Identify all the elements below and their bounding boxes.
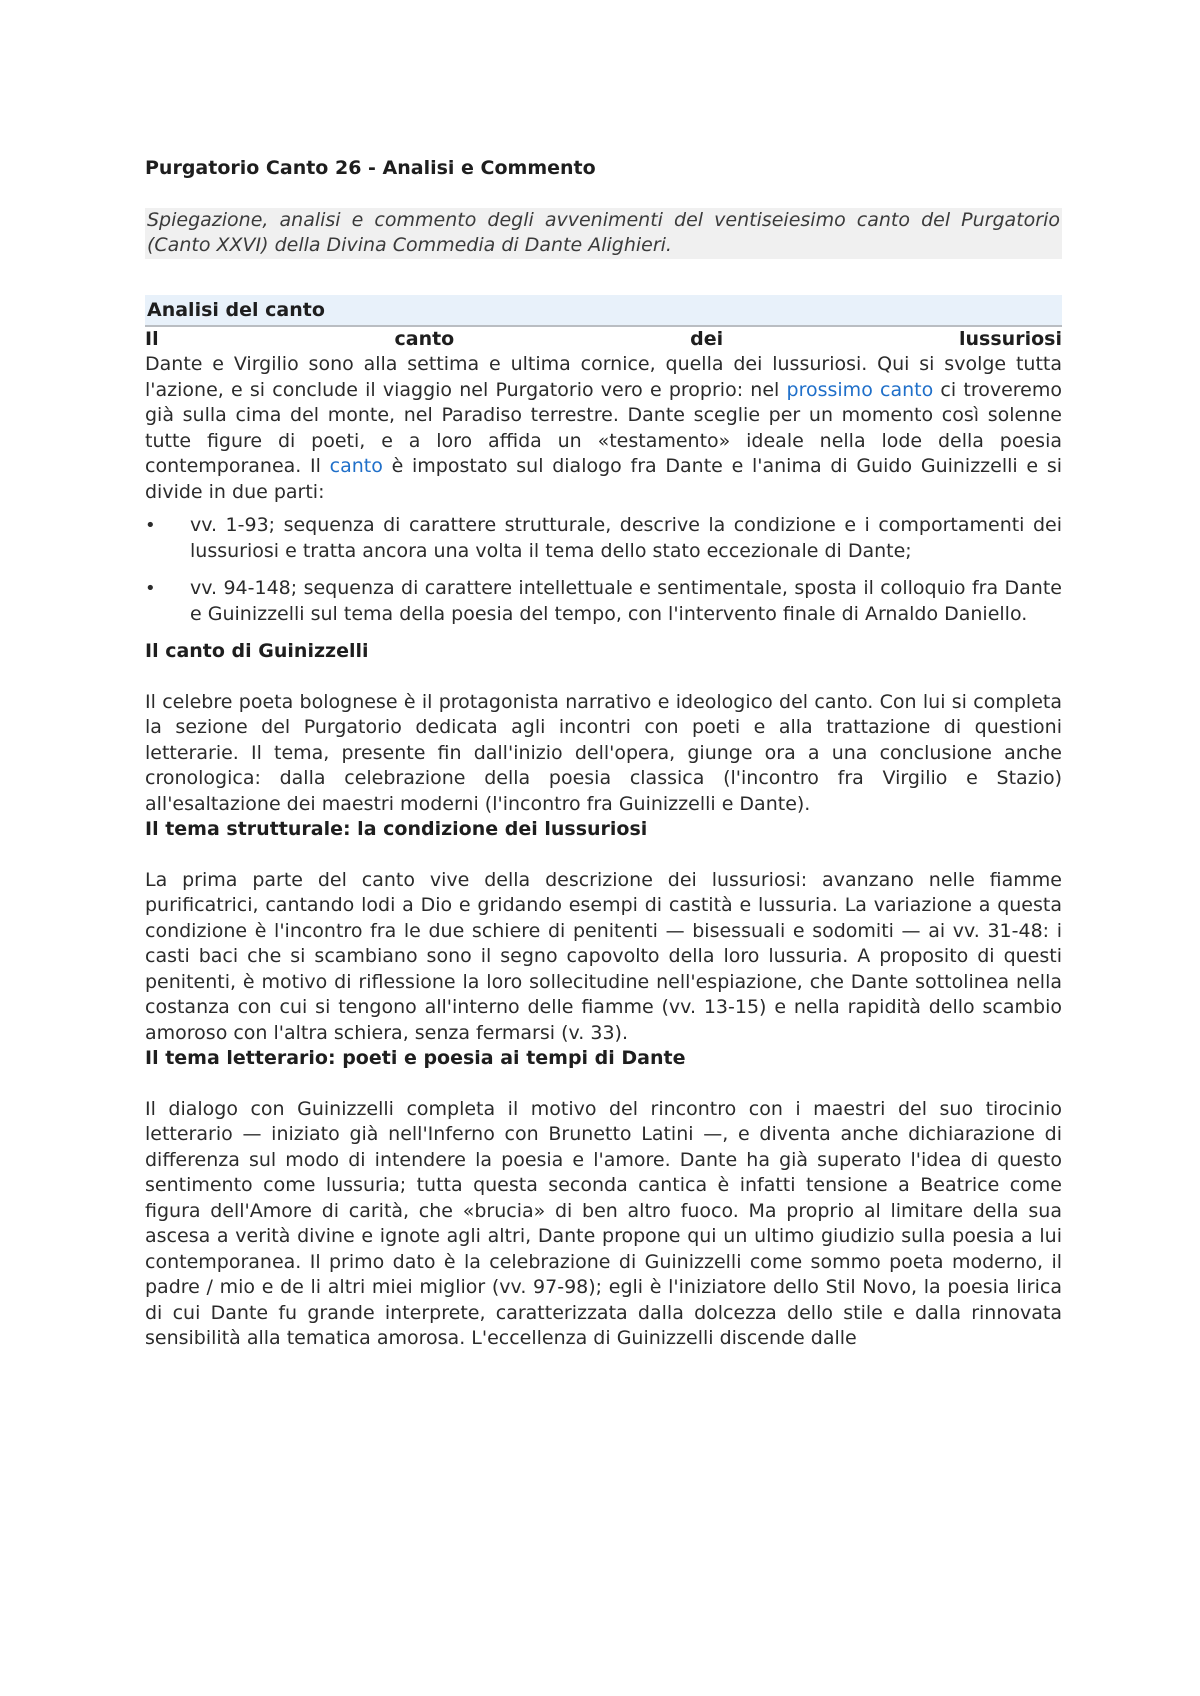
- subheading-word: canto: [394, 328, 455, 350]
- section-paragraph: La prima parte del canto vive della descrizione dei lussuriosi: avanzano nelle fiamme purificatrici, cantando lodi a Dio e gridando esempi di castità e lussuria. La variazione a questa condizione è l'incontro fra le due schiere di penitenti — bisessuali e sodomiti — ai vv. 31-48: i casti baci che si scambiano sono il segno capovolto della loro lussuria. A proposito di questi penitenti, è motivo di riflessione la loro sollecitudine nell'espiazione, che Dante sottolinea nella costanza con cui si tengono all'interno delle fiamme (vv. 13-15) e nella rapidità dello scambio amoroso con l'altra schiera, senza fermarsi (v. 33).: [145, 868, 1062, 1044]
- summary-box: Spiegazione, analisi e commento degli avvenimenti del ventiseiesimo canto del Purgatorio (Canto XXVI) della Divina Commedia di Dante Alighieri.: [145, 208, 1062, 259]
- section-heading-tema-letterario: Il tema letterario: poeti e poesia ai tempi di Dante: [145, 1047, 686, 1069]
- section-heading-guinizzelli: Il canto di Guinizzelli: [145, 640, 369, 662]
- link-prossimo-canto[interactable]: prossimo canto: [786, 378, 934, 401]
- subheading-word: lussuriosi: [959, 328, 1062, 350]
- subheading-word: Il: [145, 328, 159, 350]
- link-canto[interactable]: canto: [329, 455, 383, 477]
- section-heading-analisi: Analisi del canto: [145, 295, 1062, 328]
- bullet-icon: •: [145, 515, 156, 536]
- subheading-canto-lussuriosi: [145, 327, 1062, 352]
- list-item: [145, 513, 1062, 564]
- parts-list: [145, 513, 1062, 627]
- intro-paragraph: [145, 352, 1062, 505]
- subheading-word: dei: [690, 328, 724, 350]
- section-heading-tema-strutturale: Il tema strutturale: la condizione dei lussuriosi: [145, 818, 648, 840]
- document-page: [145, 150, 1062, 1352]
- list-item: [145, 576, 1062, 627]
- section-paragraph: Il dialogo con Guinizzelli completa il motivo del rincontro con i maestri del suo tirocinio letterario — iniziato già nell'Inferno con Brunetto Latini —, e diventa anche dichiarazione di differenza sul modo di intendere la poesia e l'amore. Dante ha già superato l'idea di questo sentimento come lussuria; tutta questa seconda cantica è infatti tensione a Beatrice come figura dell'Amore di carità, che «brucia» di ben altro fuoco. Ma proprio al limitare della sua ascesa a verità divine e ignote agli altri, Dante propone qui un ultimo giudizio sulla poesia a lui contemporanea. Il primo dato è la celebrazione di Guinizzelli come sommo poeta moderno, il padre / mio e de li altri miei miglior (vv. 97-98); egli è l'iniziatore dello Stil Novo, la poesia lirica di cui Dante fu grande interprete, caratterizzata dalla dolcezza dello stile e dalla rinnovata sensibilità alla tematica amorosa. L'eccellenza di Guinizzelli discende dalle: [145, 1097, 1062, 1349]
- page-title: Purgatorio Canto 26 - Analisi e Commento: [145, 157, 596, 179]
- intro-text: è impostato sul dialogo fra Dante e l'anima di Guido Guinizzelli e si divide in due parti:: [145, 455, 1062, 503]
- list-item-text: vv. 94-148; sequenza di carattere intellettuale e sentimentale, sposta il colloquio fra Dante e Guinizzelli sul tema della poesia del tempo, con l'intervento finale di Arnaldo Daniello.: [190, 577, 1062, 625]
- bullet-icon: •: [145, 578, 156, 599]
- section-paragraph: Il celebre poeta bolognese è il protagonista narrativo e ideologico del canto. Con lui si completa la sezione del Purgatorio dedicata agli incontri con poeti e alla trattazione di questioni letterarie. Il tema, presente fin dall'inizio dell'opera, giunge ora a una conclusione anche cronologica: dalla celebrazione della poesia classica (l'incontro fra Virgilio e Stazio) all'esaltazione dei maestri moderni (l'incontro fra Guinizzelli e Dante).: [145, 690, 1062, 815]
- list-item-text: vv. 1-93; sequenza di carattere strutturale, descrive la condizione e i comportamenti dei lussuriosi e tratta ancora una volta il tema dello stato eccezionale di Dante;: [190, 514, 1062, 562]
- intro-text: Dante e Virgilio sono alla settima e ultima cornice, quella dei lussuriosi. Qui si svolge tutta l'azione, e si conclude il viaggio nel Purgatorio vero e proprio: nel: [145, 353, 1062, 401]
- intro-text: ci troveremo già sulla cima del monte, nel Paradiso terrestre. Dante sceglie per un momento così solenne tutte figure di poeti, e a loro affida un «testamento» ideale nella lode della poesia contemporanea. Il: [145, 378, 1062, 477]
